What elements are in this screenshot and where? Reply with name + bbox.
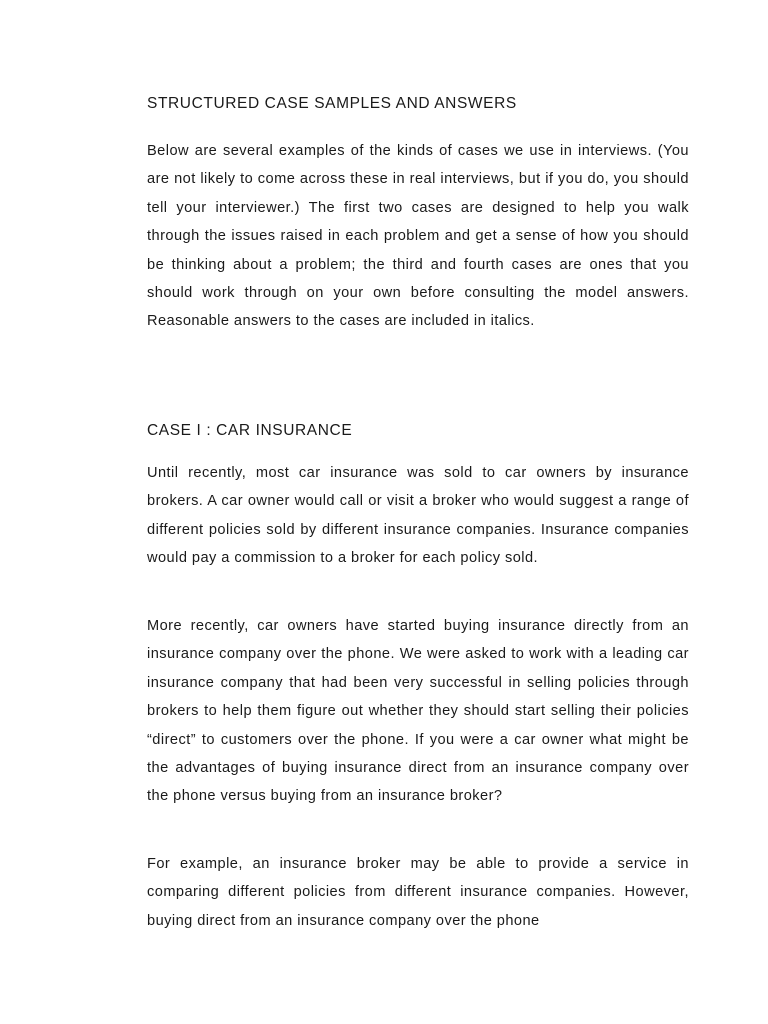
case-paragraph: Until recently, most car insurance was sold to car owners by insurance brokers. A car owner would call or visit a broker who would suggest a range of different policies sold by different insurance companies. Insurance companies would pay a commission to a broker for each policy sold.: [147, 465, 689, 567]
case-paragraph: For example, an insurance broker may be able to provide a service in comparing different policies from different insurance companies. However, buying direct from an insurance company over the phone: [147, 856, 689, 929]
section-heading: STRUCTURED CASE SAMPLES AND ANSWERS: [147, 95, 517, 112]
case-heading: CASE I : CAR INSURANCE: [147, 422, 353, 439]
case-paragraph: More recently, car owners have started buying insurance directly from an insurance company over the phone. We were asked to work with a leading car insurance company that had been very successful in selling policies through brokers to help them figure out whether they should start selling their policies “direct” to customers over the phone. If you were a car owner what might be the advantages of buying insurance direct from an insurance company over the phone versus buying from an insurance broker?: [147, 618, 689, 805]
intro-paragraph: Below are several examples of the kinds of cases we use in interviews. (You are not likely to come across these in real interviews, but if you do, you should tell your interviewer.) The first two cases are designed to help you walk through the issues raised in each problem and get a sense of how you should be thinking about a problem; the third and fourth cases are ones that you should work through on your own before consulting the model answers. Reasonable answers to the cases are included in italics.: [147, 143, 689, 330]
